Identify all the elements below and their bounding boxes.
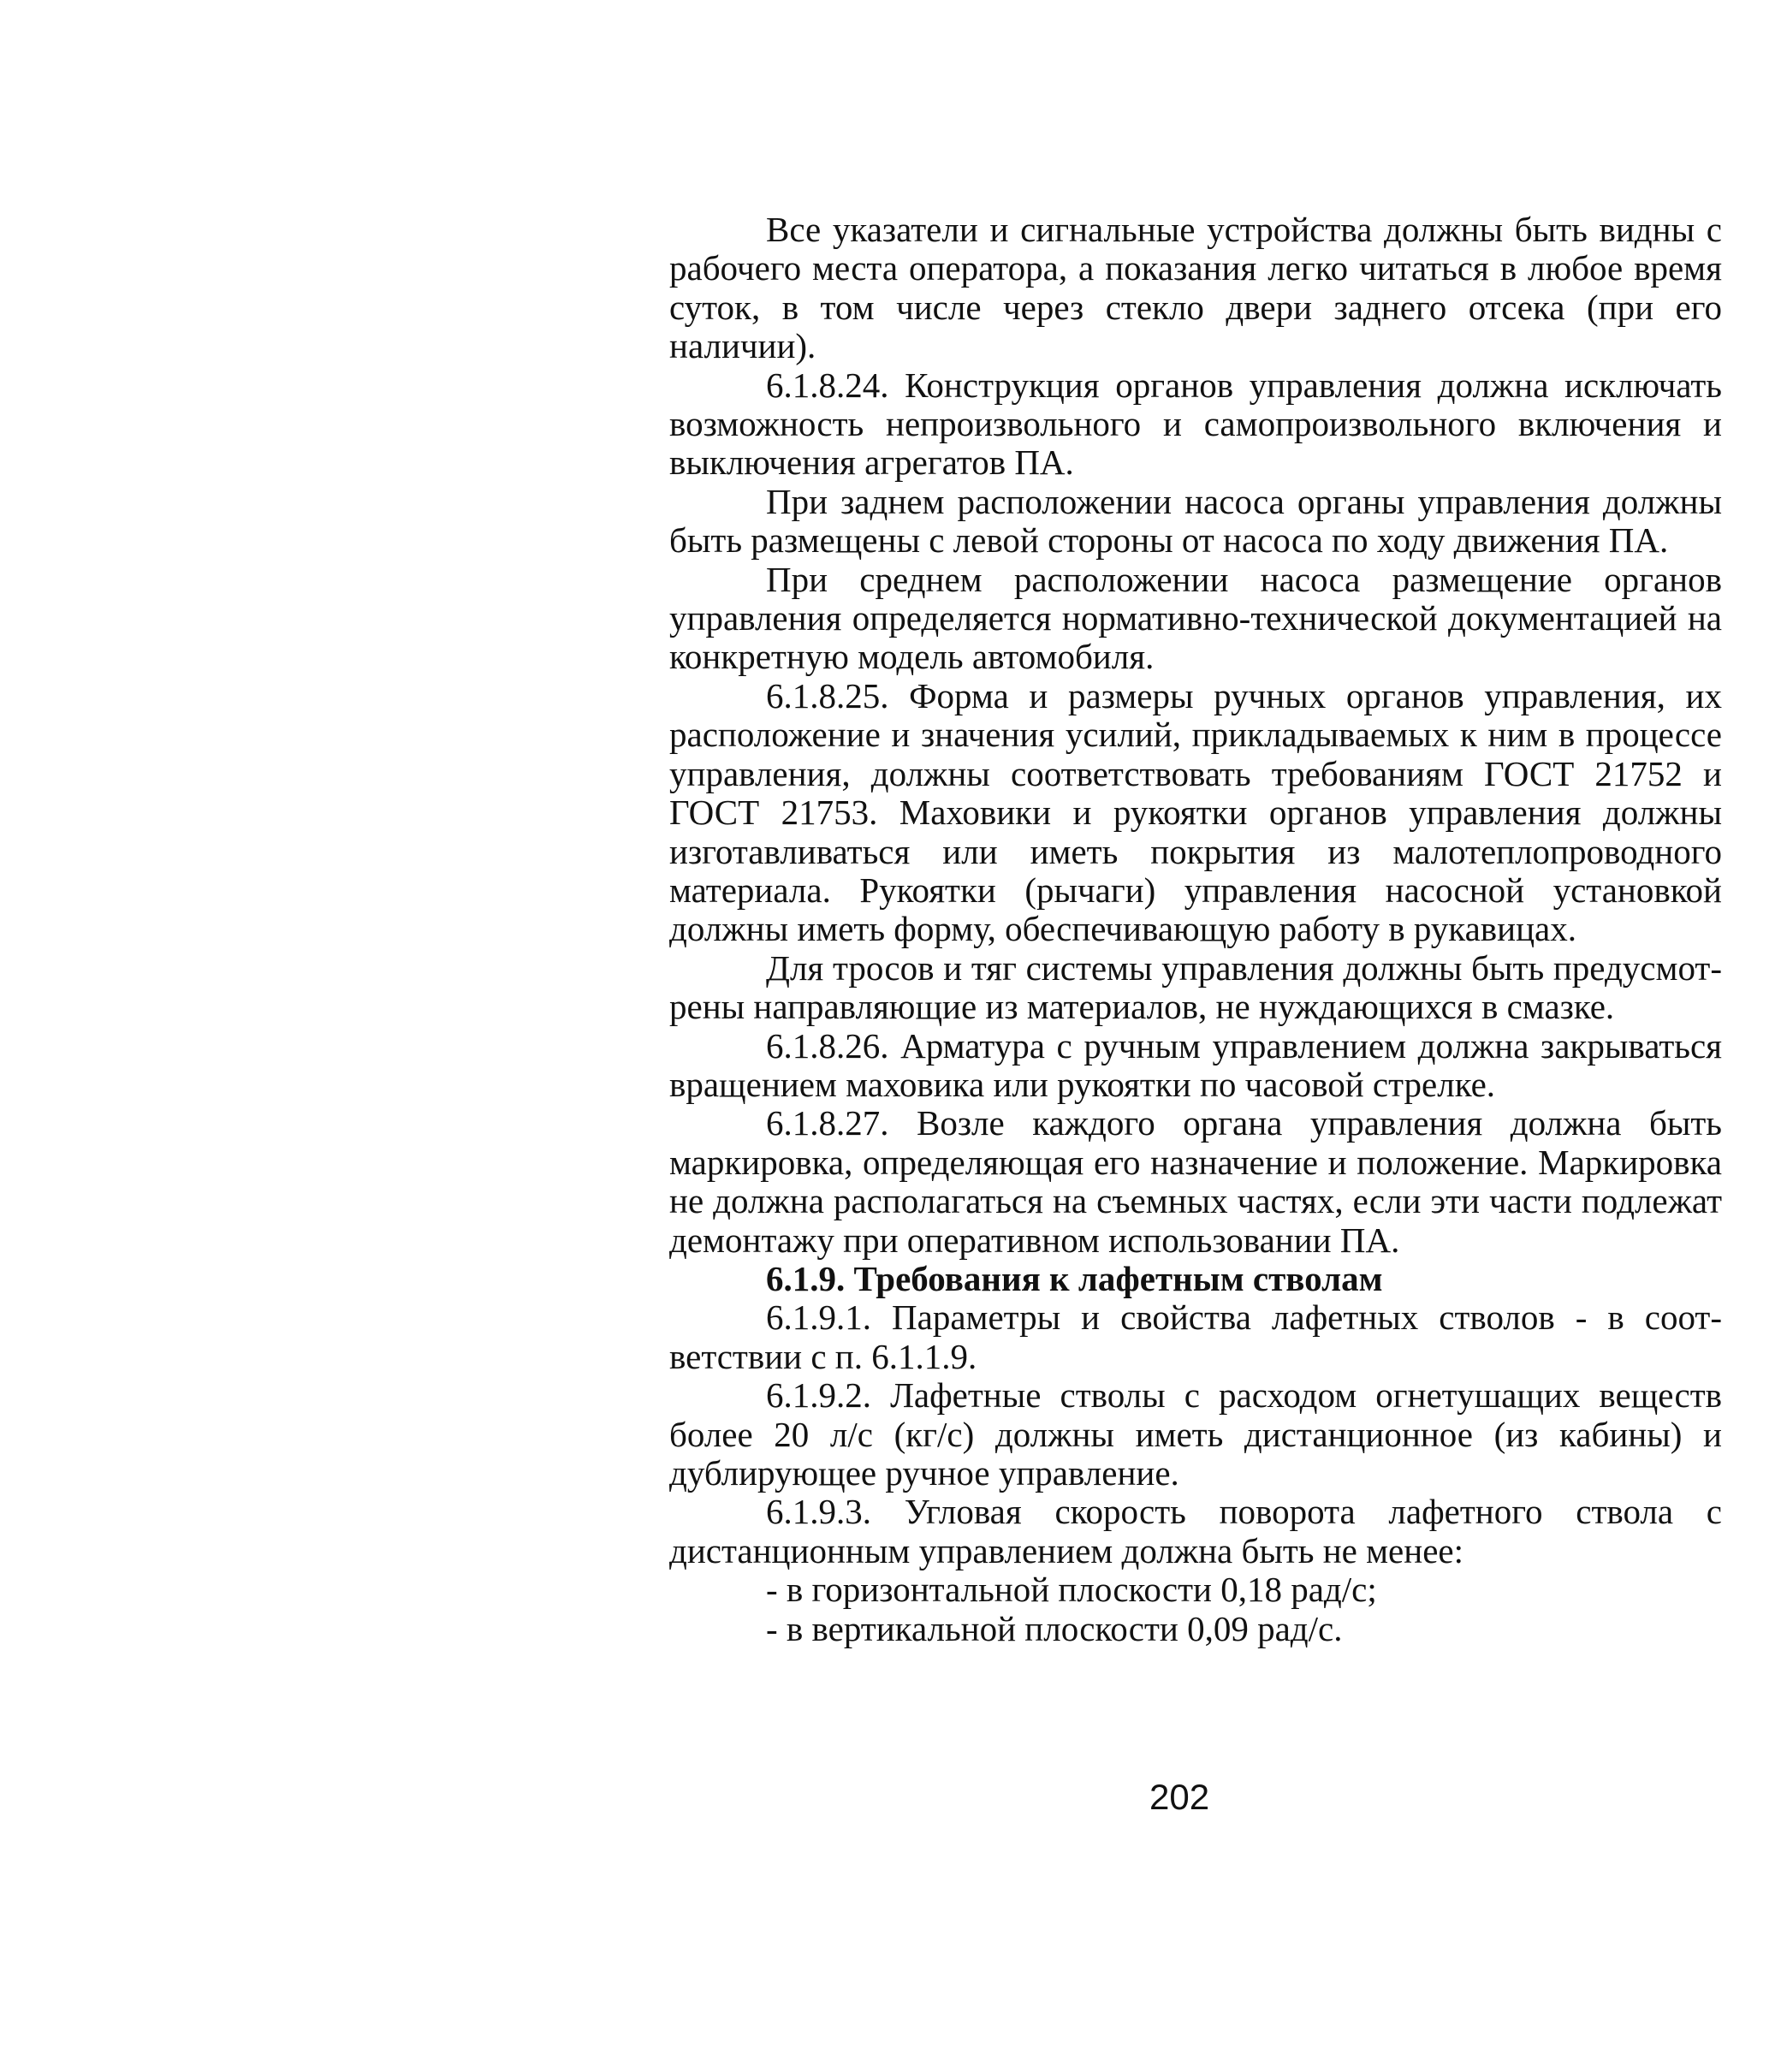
paragraph-cables: Для тросов и тяг системы управления должны быть предусмотрены направляющие из материалов, не нуждающихся в смазке.	[669, 947, 1722, 1027]
paragraph-6-1-8-27: 6.1.8.27. Возле каждого органа управления должна быть маркировка, определяющая его назначение и положение. Маркировка не должна располагаться на съемных частях, если эти части подлежат демонтажу при оперативном использовании ПА.	[669, 1103, 1722, 1260]
paragraph-6-1-8-26: 6.1.8.26. Арматура с ручным управлением должна закрываться вращением маховика или рукоятки по часовой стрелке.	[669, 1025, 1722, 1104]
page-text-block	[669, 211, 1722, 1648]
paragraph-rear-pump: При заднем расположении насоса органы управления должны быть размещены с левой стороны от насоса по ходу движения ПА.	[669, 481, 1722, 561]
list-item-vertical: - в вертикальной плоскости 0,09 рад/с.	[766, 1608, 1343, 1648]
section-heading: 6.1.9. Требования к лафетным стволам	[766, 1258, 1383, 1298]
paragraph-6-1-9-1: 6.1.9.1. Параметры и свойства лафетных стволов - в соответствии с п. 6.1.1.9.	[669, 1297, 1722, 1376]
page-number: 202	[1149, 1777, 1210, 1817]
paragraph-indicators: Все указатели и сигнальные устройства должны быть видны с рабочего места оператора, а показания легко читаться в любое время суток, в том числе через стекло двери заднего отсека (при его наличии).	[669, 210, 1722, 366]
paragraph-6-1-8-24: 6.1.8.24. Конструкция органов управления должна исключать возможность непроизвольного и самопроизвольного включения и выключения агрегатов ПА.	[669, 365, 1722, 483]
paragraph-middle-pump: При среднем расположении насоса размещение органов управления определяется нормативно-технической документацией на конкретную модель автомобиля.	[669, 559, 1722, 677]
paragraph-6-1-9-3: 6.1.9.3. Угловая скорость поворота лафетного ствола с дистанционным управлением должна быть не менее:	[669, 1492, 1722, 1570]
paragraph-6-1-9-2: 6.1.9.2. Лафетные стволы с расходом огнетушащих веществ более 20 л/с (кг/с) должны иметь дистанционное (из кабины) и дублирующее ручное управление.	[669, 1375, 1722, 1493]
list-item-horizontal: - в горизонтальной плоскости 0,18 рад/с;	[766, 1570, 1377, 1610]
paragraph-6-1-8-25: 6.1.8.25. Форма и размеры ручных органов управления, их расположение и значения усилий, прикладываемых к ним в процессе управления, должны соответствовать требованиям ГОСТ 21752 и ГОСТ 21753. Маховики и рукоятки органов управления должны изготавливаться или иметь покрытия из малотеплопроводного материала. Рукоятки (рычаги) управления насосной установкой должны иметь форму, обеспечивающую работу в рукавицах.	[669, 675, 1722, 949]
